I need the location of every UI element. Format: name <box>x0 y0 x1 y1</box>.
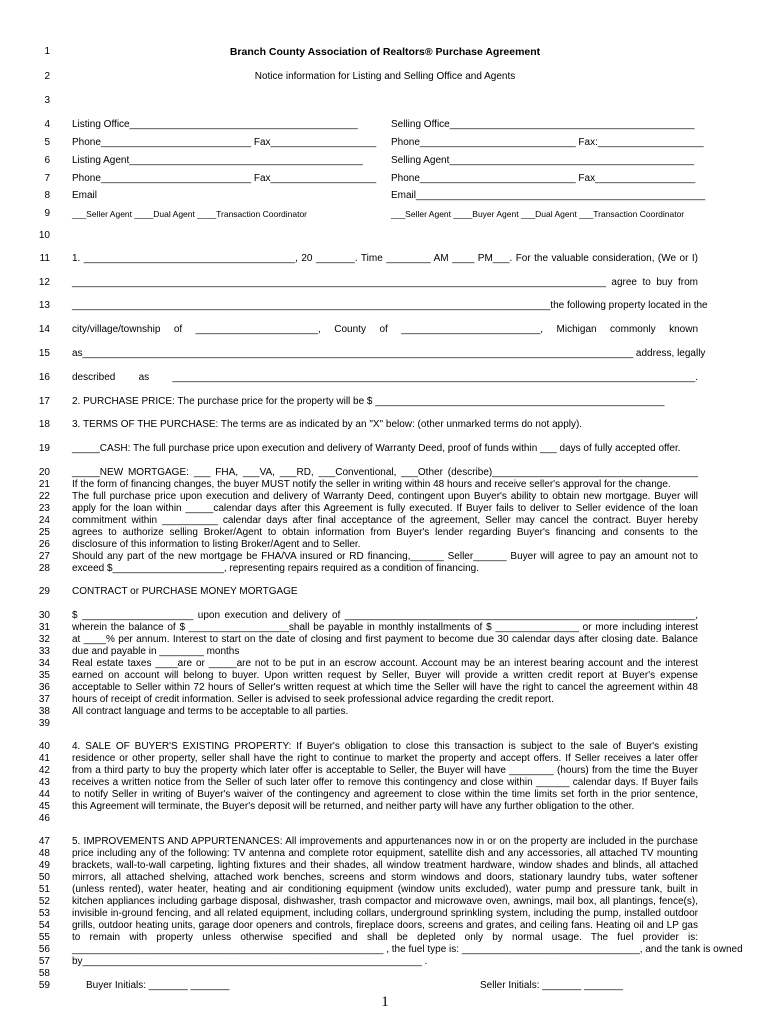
selling-agent-phone-fax-field[interactable]: Phone____________________________ Fax__________________ <box>391 173 696 184</box>
terms-section: 3. TERMS OF THE PURCHASE: The terms are as indicated by an "X" below: (other unmarked terms do not apply). <box>72 419 583 430</box>
selling-roles-field[interactable]: ___Seller Agent ____Buyer Agent ___Dual Agent ___Transaction Coordinator <box>391 209 685 219</box>
new-mortgage-option[interactable]: _____NEW MORTGAGE: ___ FHA, ___VA, ___RD, ___Conventional, ___Other (describe)_____________________________________ <box>72 467 698 478</box>
seller-initials-field[interactable]: Seller Initials: _______ _______ <box>480 980 623 991</box>
purchase-price-section[interactable]: 2. PURCHASE PRICE: The purchase price for the property will be $ ____________________________________________________ <box>72 396 665 407</box>
selling-phone-fax-field[interactable]: Phone____________________________ Fax:___________________ <box>391 137 704 148</box>
selling-email-field[interactable]: Email____________________________________________________ <box>391 190 706 201</box>
improvements-section: 5. IMPROVEMENTS AND APPURTENANCES: All improvements and appurtenances now in or on the property are included in the purchase <box>72 836 698 847</box>
listing-office-field[interactable]: Listing Office_________________________________________ <box>72 119 358 130</box>
cash-option[interactable]: _____CASH: The full purchase price upon execution and delivery of Warranty Deed, proof of funds within ___ days of fully accepted offer. <box>72 443 681 454</box>
selling-agent-field[interactable]: Selling Agent____________________________________________ <box>391 155 695 166</box>
sale-of-existing-property-section: 4. SALE OF BUYER'S EXISTING PROPERTY: If Buyer's obligation to close this transaction is subject to the sale of Buyer's existing <box>72 741 698 752</box>
contract-mortgage-heading: CONTRACT or PURCHASE MONEY MORTGAGE <box>72 586 298 597</box>
listing-agent-phone-fax-field[interactable]: Phone___________________________ Fax___________________ <box>72 173 377 184</box>
listing-phone-fax-field[interactable]: Phone___________________________ Fax___________________ <box>72 137 377 148</box>
buyer-initials-field[interactable]: Buyer Initials: _______ _______ <box>86 980 230 991</box>
document-subtitle: Notice information for Listing and Selling Office and Agents <box>254 71 516 82</box>
document-title: Branch County Association of Realtors® Purchase Agreement <box>229 46 541 58</box>
listing-agent-field[interactable]: Listing Agent__________________________________________ <box>72 155 363 166</box>
listing-roles-field[interactable]: ___Seller Agent ____Dual Agent ____Transaction Coordinator <box>72 209 308 219</box>
page-number: 1 <box>381 994 389 1010</box>
selling-office-field[interactable]: Selling Office____________________________________________ <box>391 119 695 130</box>
listing-email-field[interactable]: Email <box>72 190 98 201</box>
